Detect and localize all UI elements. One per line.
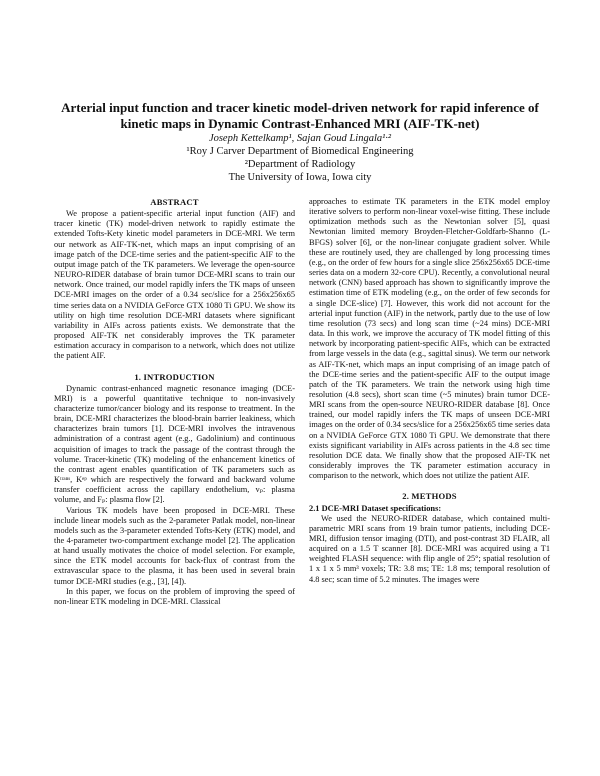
intro-paragraph-1: Dynamic contrast-enhanced magnetic resonance imaging (DCE-MRI) is a powerful quantitative technique to non-invasively characterize tumor/cancer biology and its response to treatment. In the brain, DCE-MRI characterizes the blood-brain barrier leakiness, which characterizes brain tumors [1]. DCE-MRI involves the intravenous administration of a contrast agent (e.g., Gadolinium) and continuous acquisition of images to track the passage of the contrast through the volume. Tracer-kinetic (TK) modeling of the enhancement kinetics of the contrast agent enables quantification of TK parameters such as Kᵗʳᵃⁿˢ, Kᵉᵖ which are respectively the forward and backward volume transfer coefficient across the capillary endothelium, vₚ: plasma volume, and Fₚ: plasma flow [2]. [54, 383, 295, 505]
abstract-text: We propose a patient-specific arterial input function (AIF) and tracer kinetic (TK) model-driven network to rapidly estimate the extended Tofts-Kety kinetic model parameters in DCE-MRI. We term our network as AIF-TK-net, which maps an input comprising of an image patch of the DCE-time series and the patient-specific AIF to the output image patch of the TK parameters. We leverage the open-source NEURO-RIDER database of brain tumor DCE-MRI scans to train our network. Once trained, our model rapidly infers the TK maps of unseen DCE-MRI images on the order of a 0.34 sec/slice for a 256x256x65 time series data on a NVIDIA GeForce GTX 1080 Ti GPU. We show its utility on high time resolution DCE-MRI datasets where significant variability in AIFs across patients exists. We demonstrate that the proposed AIF-TK net considerably improves the TK parameter estimation accuracy in comparison to a network, which does not utilize the patient AIF. [54, 209, 295, 361]
intro-paragraph-3: In this paper, we focus on the problem of improving the speed of non-linear ETK modeling in DCE-MRI. Classical [54, 586, 295, 606]
affiliation-1: ¹Roy J Carver Department of Biomedical Engineering [186, 146, 414, 157]
abstract-heading: ABSTRACT [150, 197, 199, 207]
intro-paragraph-2: Various TK models have been proposed in DCE-MRI. These include linear models such as the 2-parameter Patlak model, non-linear models such as the 3-parameter extended Tofts-Kety (ETK) model, and the 4-parameter two-compartment exchange model [2]. The application at hand usually motivates the choice of model selection. For example, since the ETK model accounts for back-flux of contrast from the extravascular space to the plasma, it has been used in several brain tumor DCE-MRI studies (e.g., [3], [4]). [54, 505, 295, 586]
methods-heading: 2. METHODS [402, 491, 457, 502]
intro-continued-paragraph: approaches to estimate TK parameters in the ETK model employ iterative solvers to perform non-linear voxel-wise fitting. These include optimization methods such as the Newtonian solver [5], quasi Newtonian limited memory Broyden-Fletcher-Goldfarb-Shanno (L-BFGS) solver [6], or the non-linear conjugate gradient solver. While these are routinely used, they are challenged by long processing times (e.g., on the order of few hours for a single slice 256x256x65 DCE-time series data on a modern 32-core CPU). Recently, a convolutional neural network (CNN) based approach has shown to significantly improve the estimation time of ETK modeling (e.g., on the order of few seconds for a single DCE-slice) [7]. However, this work did not account for the arterial input function (AIF) in the network, partly due to the use of low time resolution (73 secs) and long scan time (~24 mins) DCE-MRI data. In this work, we improve the accuracy of TK model fitting of this network by incorporating patient-specific AIFs, which can be extracted from large vessels in the data (e.g., sagittal sinus). We term our network as AIF-TK-net, which maps an input comprising of an image patch of the DCE-time series and the patient-specific AIF to the output image patch of the TK parameters. We train the network using high time resolution (4.8 secs), short scan time (~5 minutes) brain tumor DCE-MRI scans from the open-source NEURO-RIDER database [8]. Once trained, our model rapidly infers the TK maps of unseen DCE-MRI images on the order of 0.34 secs/slice for a 256x256x65 time series data on a NVIDIA GeForce GTX 1080 Ti GPU. We demonstrate that there exists significant variability in AIFs across patients in the 4.8 sec time resolution DCE data. We finally show that the proposed AIF-TK net considerably improves the TK parameter estimation accuracy in comparison to the network, which does not utilize the patient AIF. [309, 197, 550, 481]
paper-title: Arterial input function and tracer kinetic model-driven network for rapid inference of kinetic maps in Dynamic Contrast-Enhanced MRI (AIF-TK-net) [61, 100, 539, 131]
methods-paragraph-1: We used the NEURO-RIDER database, which contained multi-parametric MRI scans from 19 brain tumor patients, including DCE-MRI, diffusion tensor imaging (DTI), and post-contrast 3D FLAIR, all acquired on a 1.5 T scanner [8]. DCE-MRI was acquired using a T1 weighted FLASH sequence: with flip angle of 25°; spatial resolution of 1 x 1 x 5 mm³ voxels; TR: 3.8 ms; TE: 1.8 ms; temporal resolution of 4.8 sec; scan time of 5.2 minutes. The images were [309, 513, 550, 584]
author-list: Joseph Kettelkamp¹, Sajan Goud Lingala¹·² [208, 133, 392, 144]
right-column [309, 197, 550, 585]
introduction-heading: 1. INTRODUCTION [134, 371, 215, 382]
affiliation-3: The University of Iowa, Iowa city [228, 172, 372, 183]
left-column [54, 197, 295, 607]
methods-subheading: 2.1 DCE-MRI Dataset specifications: [309, 503, 442, 513]
affiliation-2: ²Department of Radiology [244, 159, 356, 170]
